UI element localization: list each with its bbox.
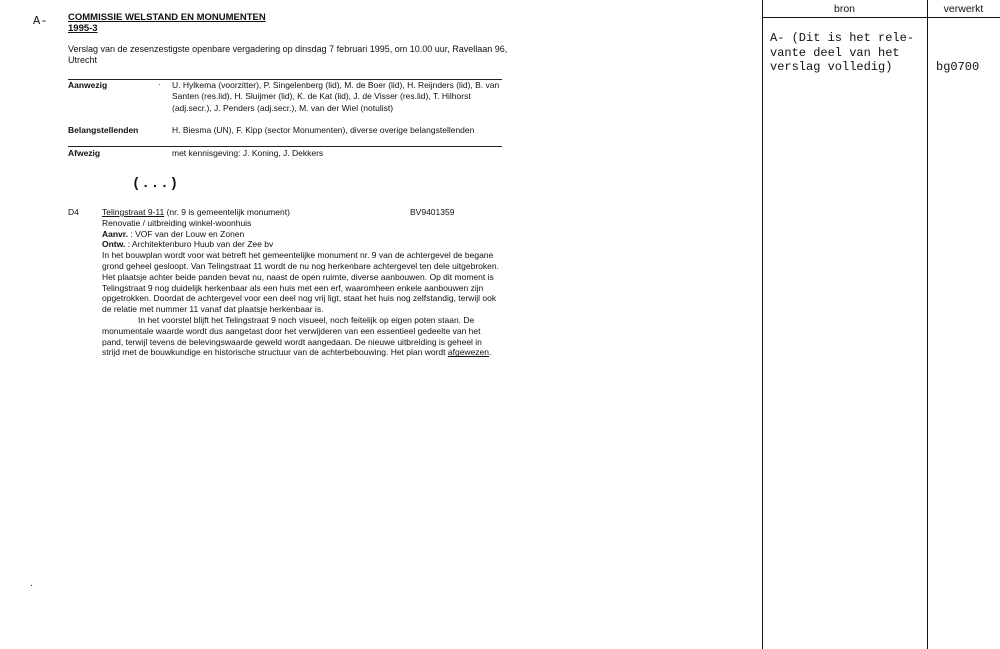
item-address: Telingstraat 9-11 [102,207,165,217]
item-reference: BV9401359 [410,207,455,217]
attendance-label-interested: Belangstellenden [68,125,139,135]
omission-ellipsis: (...) [132,176,180,192]
item-address-note: (nr. 9 is gemeentelijk monument) [166,207,290,217]
meeting-intro: Verslag van de zesenzestigste openbare vergadering op dinsdag 7 februari 1995, om 10.00 uur, Ravellaan 96, Utrecht [68,44,508,65]
document-title: COMMISSIE WELSTAND EN MONUMENTEN [68,12,266,23]
column-divider-right [927,0,928,649]
attendance-bottom-rule [68,146,502,147]
item-designer [102,239,502,250]
document-number: 1995-3 [68,23,98,34]
attendance-label-present: Aanwezig [68,80,108,90]
attendance-dash: · [158,80,161,89]
paragraph-end: . [489,347,492,358]
column-header-rule [762,17,1000,18]
paragraph-2-text: In het voorstel blijft het Telingstraat 9 noch visueel, noch feitelijk op eigen poten staan. De monumentale waarde wordt dus aangetast door het verwijderen van een essentieel gedeelte van het pand, terwijl tevens de belevingswaarde geweld wordt aangedaan. De nieuwe uitbreiding is geheel in strijd met de bouwkundige en historische structuur van de achterbebouwing. Het plan wordt [102,314,482,358]
item-applicant [102,229,502,240]
verwerkt-code: bg0700 [936,60,980,74]
column-header-verwerkt: verwerkt [943,3,984,15]
designer-label: Ontw. [102,239,126,250]
column-header-bron: bron [833,3,855,15]
page-mark: . [30,578,33,589]
column-divider-left [762,0,763,649]
document-header [68,12,266,34]
attendance-absent: met kennisgeving: J. Koning, J. Dekkers [172,148,324,158]
bron-note: A- (Dit is het rele- vante deel van het verslag volledig) [770,31,915,74]
item-paragraph-2 [102,315,502,358]
attendance-present: U. Hylkema (voorzitter), P. Singelenberg (lid), M. de Boer (lid), H. Reijnders (lid), B. van Santen (res.lid), H. Sluijmer (lid), K. de Kat (lid), J. de Visser (res.lid), T. Hilhorst (adj.secr.), J. Penders (adj.secr.), M. van der Wiel (notulist) [172,80,500,113]
item-paragraph-1: In het bouwplan wordt voor wat betreft het gemeentelijke monument nr. 9 van de achtergevel de begane grond geheel gesloopt. Van Telingstraat 11 wordt de nu nog herkenbare achtergevel ten dele uitgebroken. Het plaatsje achter beide panden bevat nu, naast de open ruimte, diverse aanbouwen. Op dit moment is Telingstraat 9 nog duidelijk herkenbaar als een huis met een erf, waaromheen enkele aanbouwen zijn opgetrokken. Doordat de achtergevel voor een deel nog vrij ligt, staat het huis nog zelfstandig, terwijl ook de relatie met nummer 11 vanaf dat plaatsje herkenbaar is. [102,250,499,315]
attendance-label-absent: Afwezig [68,148,101,158]
item-subject: Renovatie / uitbreiding winkel-woonhuis [102,217,252,228]
margin-letter: A- [33,14,48,28]
item-verdict: afgewezen [447,347,489,358]
applicant-value: : VOF van der Louw en Zonen [130,228,245,239]
item-code: D4 [68,207,79,217]
item-heading [102,207,502,218]
designer-value: : Architektenburo Huub van der Zee bv [127,239,274,250]
agenda-item [102,207,502,358]
attendance-interested: H. Biesma (UN), F. Kipp (sector Monumenten), diverse overige belangstellenden [172,125,475,135]
applicant-label: Aanvr. [102,228,128,239]
